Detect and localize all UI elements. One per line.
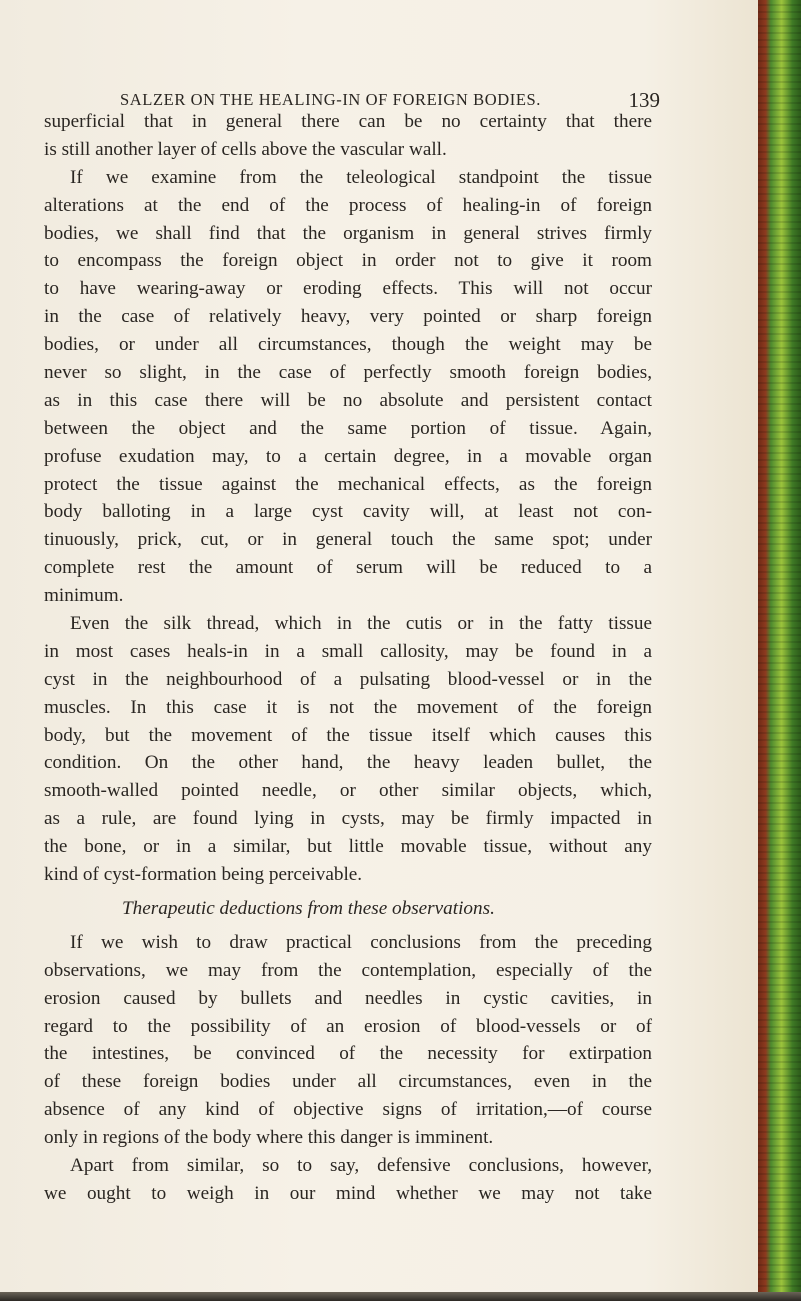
text-line: muscles. In this case it is not the movement of the foreign (44, 696, 652, 718)
text-line: to have wearing-away or eroding effects. This will not occur (44, 278, 652, 300)
text-line: superficial that in general there can be no certainty that there (44, 111, 652, 132)
text-line: absence of any kind of objective signs of irritation,—of course (44, 1099, 652, 1121)
text-line: in most cases heals-in in a small callosity, may be found in a (44, 640, 652, 662)
running-head-title: SALZER ON THE HEALING-IN OF FOREIGN BODIES. (120, 90, 542, 109)
text-line: Apart from similar, so to say, defensive conclusions, however, (70, 1154, 652, 1176)
text-line: protect the tissue against the mechanical effects, as the foreign (44, 473, 652, 495)
text-line: of these foreign bodies under all circumstances, even in the (44, 1071, 652, 1093)
text-line: in the case of relatively heavy, very pointed or sharp foreign (44, 306, 652, 328)
text-line: If we examine from the teleological standpoint the tissue (70, 166, 652, 188)
text-line: observations, we may from the contemplation, especially of the (44, 959, 652, 981)
text-line: only in regions of the body where this danger is imminent. (44, 1127, 494, 1149)
text-line: erosion caused by bullets and needles in cystic cavities, in (44, 987, 652, 1009)
body-text (44, 108, 652, 1208)
text-line: tinuously, prick, cut, or in general touch the same spot; under (44, 529, 652, 551)
text-line: cyst in the neighbourhood of a pulsating blood-vessel or in the (44, 668, 652, 690)
text-line: minimum. (44, 585, 124, 607)
text-line: alterations at the end of the process of healing-in of foreign (44, 194, 652, 216)
text-line: is still another layer of cells above the vascular wall. (44, 138, 447, 160)
text-line: never so slight, in the case of perfectly smooth foreign bodies, (44, 362, 652, 384)
text-line: to encompass the foreign object in order not to give it room (44, 250, 652, 272)
text-line: condition. On the other hand, the heavy leaden bullet, the (44, 752, 652, 774)
text-line: If we wish to draw practical conclusions from the preceding (70, 931, 652, 953)
page-edge-binding (758, 0, 801, 1301)
text-line: we ought to weigh in our mind whether we may not take (44, 1182, 652, 1204)
text-line: as in this case there will be no absolute and persistent contact (44, 389, 652, 411)
text-line: the bone, or in a similar, but little movable tissue, without any (44, 836, 652, 858)
text-line: smooth-walled pointed needle, or other similar objects, which, (44, 780, 652, 802)
text-line: between the object and the same portion of tissue. Again, (44, 417, 652, 439)
page-number: 139 (628, 88, 660, 112)
text-line: Even the silk thread, which in the cutis or in the fatty tissue (70, 613, 652, 635)
text-line: the intestines, be convinced of the necessity for extirpation (44, 1043, 652, 1065)
text-line: body, but the movement of the tissue itself which causes this (44, 724, 652, 746)
text-line: as a rule, are found lying in cysts, may be firmly impacted in (44, 808, 652, 830)
text-line: kind of cyst-formation being perceivable. (44, 864, 363, 886)
text-line: bodies, or under all circumstances, though the weight may be (44, 334, 652, 356)
text-line: profuse exudation may, to a certain degree, in a movable organ (44, 445, 652, 467)
page-bottom-edge (0, 1292, 801, 1301)
text-line: complete rest the amount of serum will be reduced to a (44, 557, 652, 579)
text-line: body balloting in a large cyst cavity will, at least not con- (44, 501, 652, 523)
section-heading: Therapeutic deductions from these observations. (122, 897, 495, 919)
text-line: bodies, we shall find that the organism in general strives firmly (44, 222, 652, 244)
text-line: regard to the possibility of an erosion of blood-vessels or of (44, 1015, 652, 1037)
